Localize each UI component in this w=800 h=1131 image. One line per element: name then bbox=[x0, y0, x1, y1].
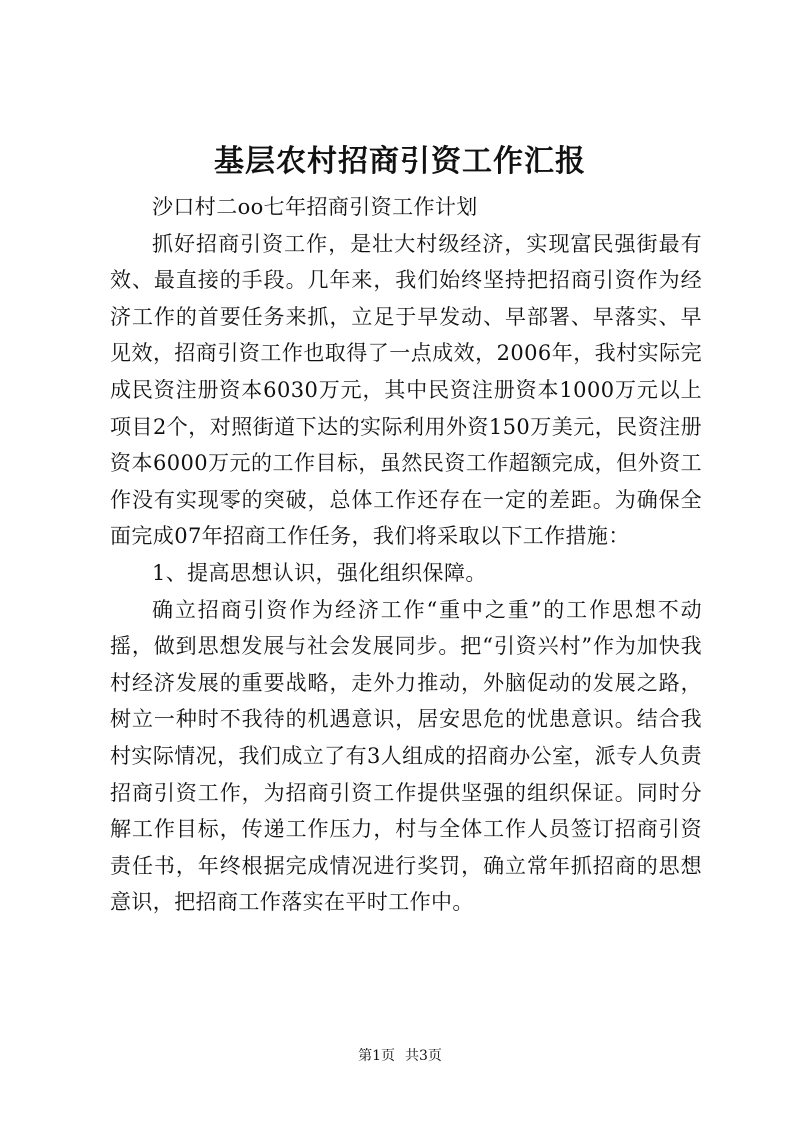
section-heading: 1、提高思想认识，强化组织保障。 bbox=[152, 560, 487, 585]
page-number: 第1页 bbox=[358, 1048, 395, 1064]
document-body bbox=[110, 189, 702, 921]
page-footer bbox=[0, 1046, 800, 1066]
section-paragraph: 确立招商引资作为经济工作“重中之重”的工作思想不动摇，做到思想发展与社会发展同步。把“引资兴村”作为加快我村经济发展的重要战略，走外力推动，外脑促动的发展之路，树立一种时不我待的机遇意识，居安思危的忧患意识。结合我村实际情况，我们成立了有3人组成的招商办公室，派专人负责招商引资工作，为招商引资工作提供坚强的组织保证。同时分解工作目标，传递工作压力，村与全体工作人员签订招商引资责任书，年终根据完成情况进行奖罚，确立常年抓招商的思想意识，把招商工作落实在平时工作中。 bbox=[110, 597, 702, 915]
document-title: 基层农村招商引资工作汇报 bbox=[214, 144, 586, 179]
plan-heading: 沙口村二oo七年招商引资工作计划 bbox=[152, 195, 478, 219]
page-total: 共3页 bbox=[405, 1048, 442, 1064]
intro-paragraph: 抓好招商引资工作，是壮大村级经济，实现富民强街最有效、最直接的手段。几年来，我们始终坚持把招商引资作为经济工作的首要任务来抓，立足于早发动、早部署、早落实、早见效，招商引资工作也取得了一点成效，2006年，我村实际完成民资注册资本6030万元，其中民资注册资本1000万元以上项目2个，对照街道下达的实际利用外资150万美元，民资注册资本6000万元的工作目标，虽然民资工作超额完成，但外资工作没有实现零的突破，总体工作还存在一定的差距。为确保全面完成07年招商工作任务，我们将采取以下工作措施： bbox=[110, 231, 702, 549]
